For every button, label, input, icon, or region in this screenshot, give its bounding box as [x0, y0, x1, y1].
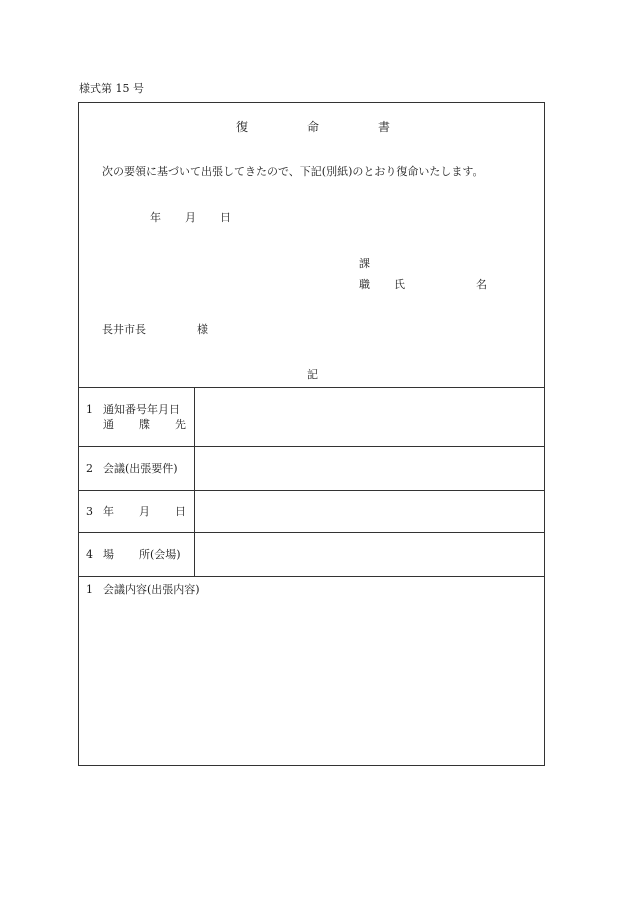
row-divider: [78, 532, 545, 533]
title-char-1: 復: [236, 120, 249, 134]
title-char-2: 命: [307, 120, 320, 134]
row-1-label-char-1: 通: [103, 418, 114, 431]
row-2-number: 2: [86, 462, 93, 475]
row-4-value-cell[interactable]: [196, 534, 544, 575]
row-4-label-part-1: 場: [103, 548, 114, 561]
section-label: 課: [359, 257, 370, 270]
row-divider: [78, 387, 545, 388]
content-section-area[interactable]: [80, 600, 544, 764]
content-section-label: 会議内容(出張内容): [103, 583, 200, 596]
column-divider: [194, 387, 195, 576]
name-label-2: 名: [476, 278, 487, 291]
date-month: 月: [185, 211, 196, 224]
row-4-number: 4: [86, 548, 93, 561]
addressee-name: 長井市長: [102, 323, 146, 336]
row-divider: [78, 446, 545, 447]
row-3-label-char-3: 日: [175, 505, 186, 518]
row-divider: [78, 490, 545, 491]
content-section-number: 1: [86, 583, 93, 596]
row-3-number: 3: [86, 505, 93, 518]
addressee-honorific: 様: [197, 323, 208, 336]
row-divider: [78, 576, 545, 577]
name-label-1: 氏: [394, 278, 405, 291]
row-3-label-char-2: 月: [139, 505, 150, 518]
row-2-value-cell[interactable]: [196, 448, 544, 489]
date-year: 年: [150, 211, 161, 224]
row-1-label-char-2: 牒: [139, 418, 150, 431]
row-3-value-cell[interactable]: [196, 492, 544, 531]
date-day: 日: [220, 211, 231, 224]
row-1-value-cell[interactable]: [196, 389, 544, 445]
row-3-label-char-1: 年: [103, 505, 114, 518]
row-2-label: 会議(出張要件): [103, 462, 178, 475]
row-4-label-part-2: 所(会場): [139, 548, 181, 561]
intro-text: 次の要領に基づいて出張してきたので、下記(別紙)のとおり復命いたします。: [102, 165, 484, 178]
form-number: 様式第 15 号: [79, 82, 144, 95]
position-label: 職: [359, 278, 370, 291]
row-1-number: 1: [86, 403, 93, 416]
ki-label: 記: [307, 368, 318, 381]
row-1-label-line1: 通知番号年月日: [103, 403, 180, 416]
row-1-label-char-3: 先: [175, 418, 186, 431]
title-char-3: 書: [378, 120, 391, 134]
